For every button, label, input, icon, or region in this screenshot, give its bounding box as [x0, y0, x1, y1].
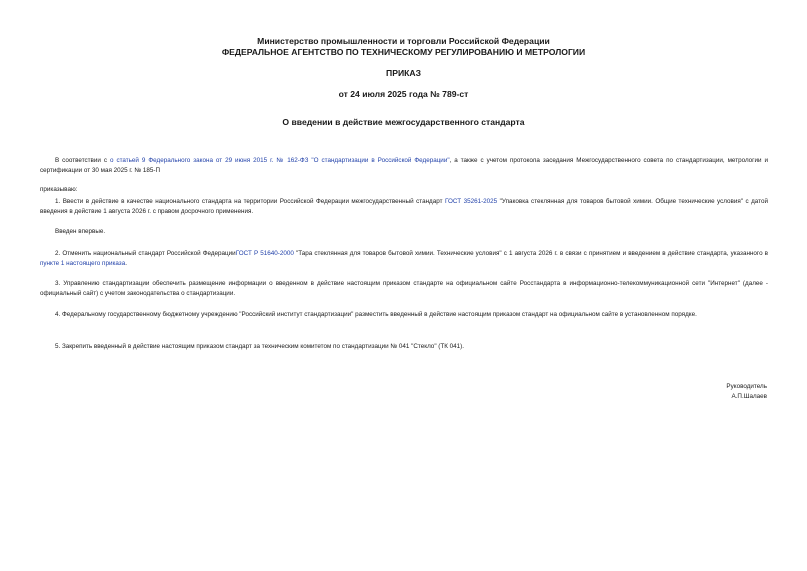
- item-2-text-before: 2. Отменить национальный стандарт Российской Федерации: [55, 250, 236, 257]
- preamble-text-after: , а также с учетом протокола заседания Межгосударственного совета по стандартизации, метрологии и сертификации от 30 мая 2025 г. № 185-П: [40, 157, 768, 175]
- paragraph-introduced-first: Введен впервые.: [55, 228, 106, 235]
- signature-name: А.П.Шалаев: [731, 393, 767, 400]
- document-date-number: от 24 июля 2025 года № 789-ст: [338, 89, 469, 99]
- preamble-text-before: В соответствии с: [55, 157, 110, 164]
- agency-name: ФЕДЕРАЛЬНОЕ АГЕНТСТВО ПО ТЕХНИЧЕСКОМУ РЕГУЛИРОВАНИЮ И МЕТРОЛОГИИ: [221, 47, 586, 57]
- law-link[interactable]: о статьей 9 Федерального закона от 29 июня 2015 г. № 162-ФЗ "О стандартизации в Российской Федерации": [109, 157, 450, 164]
- signature-title: Руководитель: [726, 383, 767, 390]
- gost-35261-link[interactable]: ГОСТ 35261-2025: [444, 198, 498, 205]
- item-1-text-before: 1. Ввести в действие в качестве национального стандарта на территории Российской Федерации межгосударственный стандарт: [55, 198, 445, 205]
- paragraph-order: приказываю:: [40, 186, 78, 193]
- document-type: ПРИКАЗ: [386, 68, 421, 78]
- paragraph-item-4: 4. Федеральному государственному бюджетному учреждению "Российский институт стандартизации" разместить введенный в действие настоящим приказом стандарт на официальном сайте в установленном порядке.: [55, 311, 697, 318]
- item-2-text-mid: "Тара стеклянная для товаров бытовой химии. Технические условия" с 1 августа 2026 г. в связи с принятием и введением в действие стандарта, указанного в: [293, 250, 769, 257]
- item-2-text-after: .: [125, 260, 127, 268]
- item-1-reference-link[interactable]: пункте 1 настоящего приказа: [40, 260, 126, 268]
- document-subject: О введении в действие межгосударственного стандарта: [282, 117, 525, 127]
- gost-r-51640-link[interactable]: ГОСТ Р 51640-2000: [235, 250, 294, 257]
- ministry-name: Министерство промышленности и торговли Российской Федерации: [257, 36, 550, 46]
- paragraph-item-3: 3. Управлению стандартизации обеспечить размещение информации о введенном в действие настоящим приказом стандарте на официальном сайте Росстандарта в информационно-телекоммуникационной сети "Интернет" (далее - официальный сайт) с учетом законодательства о стандартизации.: [40, 280, 768, 298]
- paragraph-preamble: [40, 156, 768, 176]
- item-1-text-after: "Упаковка стеклянная для товаров бытовой химии. Общие технические условия" с датой введения в действие 1 августа 2026 г. с правом досрочного применения.: [40, 198, 768, 216]
- paragraph-item-2: [40, 249, 768, 269]
- paragraph-item-1: [40, 197, 768, 217]
- paragraph-item-5: 5. Закрепить введенный в действие настоящим приказом стандарт за техническим комитетом по стандартизации № 041 "Стекло" (ТК 041).: [55, 343, 465, 350]
